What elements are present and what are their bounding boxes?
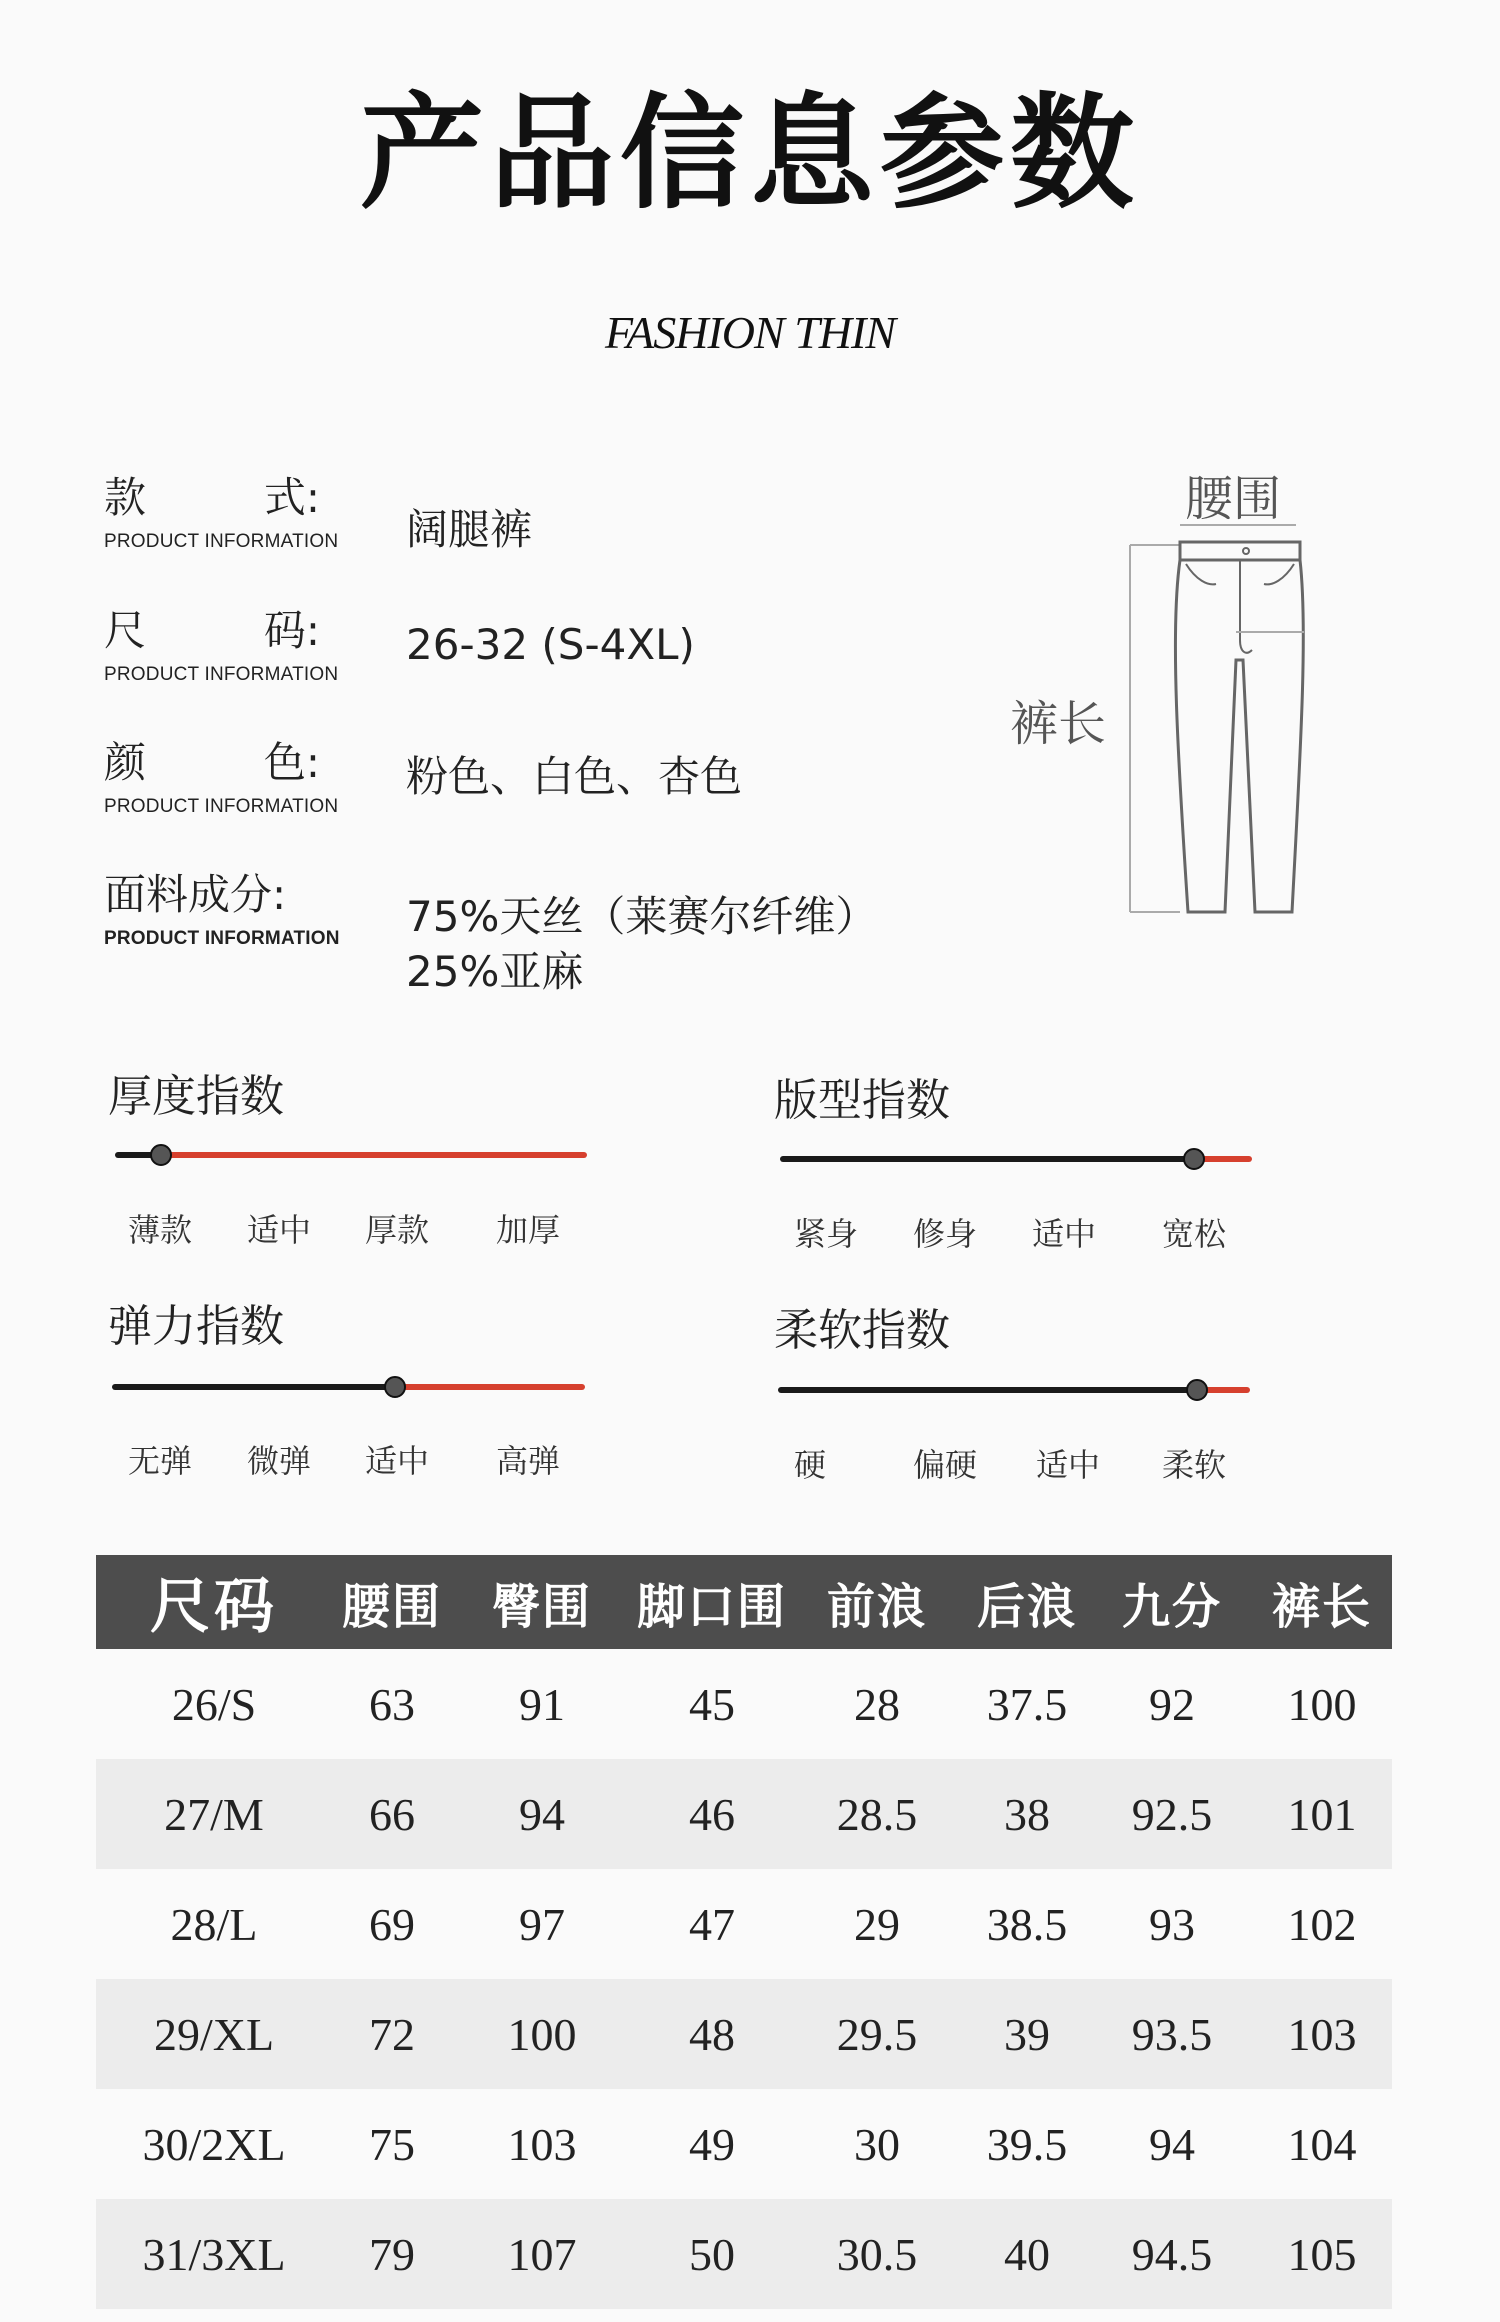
pants-outline-icon <box>1010 460 1340 940</box>
softness-option-0: 硬 <box>794 1446 827 1484</box>
table-header-cell: 腰围 <box>341 1578 442 1635</box>
table-row <box>96 2199 1392 2309</box>
elasticity-option-0: 无弹 <box>128 1442 193 1480</box>
table-cell: 104 <box>1287 2118 1357 2170</box>
table-row <box>96 1759 1392 1869</box>
table-header-cell: 后浪 <box>976 1578 1077 1635</box>
fit-knob-icon <box>1183 1148 1205 1170</box>
info-label-fabric: 面料成分: <box>104 870 287 919</box>
thickness-option-0: 薄款 <box>128 1211 193 1249</box>
table-cell: 49 <box>689 2118 735 2170</box>
thickness-option-3: 加厚 <box>496 1211 561 1249</box>
elasticity-option-3: 高弹 <box>496 1442 561 1480</box>
table-cell: 63 <box>369 1678 415 1730</box>
elasticity-knob-icon <box>384 1376 406 1398</box>
table-row <box>96 1979 1392 2089</box>
info-row-fabric <box>104 870 1104 996</box>
softness-index-slider <box>778 1387 1250 1395</box>
table-cell: 46 <box>689 1788 735 1840</box>
table-cell: 38.5 <box>986 1898 1068 1950</box>
table-cell: 75 <box>369 2118 415 2170</box>
fit-option-0: 紧身 <box>794 1215 859 1253</box>
thickness-option-2: 厚款 <box>365 1211 430 1249</box>
info-label-size-a: 尺 <box>104 606 147 655</box>
table-cell: 92.5 <box>1131 1788 1213 1840</box>
page-subtitle: FASHION THIN <box>604 307 895 358</box>
table-header-cell: 尺码 <box>150 1572 278 1642</box>
table-cell: 29.5 <box>836 2008 918 2060</box>
table-cell: 38 <box>1004 1788 1050 1840</box>
table-cell: 29 <box>854 1898 900 1950</box>
table-cell: 50 <box>689 2228 735 2280</box>
table-cell: 100 <box>1287 1678 1357 1730</box>
table-cell: 101 <box>1287 1788 1357 1840</box>
table-cell: 94 <box>1149 2118 1195 2170</box>
elasticity-track-red <box>396 1384 585 1390</box>
thickness-option-1: 适中 <box>247 1211 312 1249</box>
table-header-cell: 九分 <box>1121 1578 1222 1635</box>
table-cell: 45 <box>689 1678 735 1730</box>
info-label-size <box>104 608 320 654</box>
table-cell: 30 <box>854 2118 900 2170</box>
info-value-size: 26-32 (S-4XL) <box>406 620 695 669</box>
softness-option-2: 适中 <box>1036 1446 1101 1484</box>
table-cell: 31/3XL <box>142 2228 286 2280</box>
table-cell: 26/S <box>171 1678 257 1730</box>
info-value-style: 阔腿裤 <box>406 505 533 554</box>
table-cell: 27/M <box>164 1788 264 1840</box>
table-cell: 93.5 <box>1131 2008 1213 2060</box>
info-row-style <box>104 475 1104 553</box>
softness-option-3: 柔软 <box>1162 1446 1227 1484</box>
table-cell: 39.5 <box>986 2118 1068 2170</box>
table-cell: 79 <box>369 2228 415 2280</box>
table-cell: 37.5 <box>986 1678 1068 1730</box>
table-row <box>96 2089 1392 2199</box>
softness-track-dark <box>778 1387 1198 1393</box>
info-value-fabric-line2: 25%亚麻 <box>406 946 584 996</box>
thickness-index-title: 厚度指数 <box>108 1071 284 1122</box>
table-cell: 28 <box>854 1678 900 1730</box>
thickness-knob-icon <box>150 1144 172 1166</box>
info-label-style <box>104 475 320 521</box>
thickness-index-slider <box>115 1152 587 1160</box>
table-cell: 94.5 <box>1131 2228 1213 2280</box>
table-cell: 40 <box>1004 2228 1050 2280</box>
waist-label: 腰围 <box>1185 471 1282 527</box>
table-cell: 66 <box>369 1788 415 1840</box>
elasticity-option-2: 适中 <box>365 1442 430 1480</box>
softness-option-1: 偏硬 <box>913 1446 978 1484</box>
softness-knob-icon <box>1186 1379 1208 1401</box>
table-cell: 105 <box>1287 2228 1357 2280</box>
elasticity-option-1: 微弹 <box>247 1442 312 1480</box>
info-label-style-b: 式: <box>263 473 320 522</box>
table-cell: 102 <box>1287 1898 1357 1950</box>
info-label-style-a: 款 <box>104 473 147 522</box>
table-row <box>96 1869 1392 1979</box>
fit-option-2: 适中 <box>1032 1215 1097 1253</box>
table-row <box>96 1649 1392 1759</box>
fit-option-3: 宽松 <box>1162 1215 1227 1253</box>
table-header-cell: 前浪 <box>826 1578 927 1635</box>
page-title: 产品信息参数 <box>359 81 1140 226</box>
softness-index-title: 柔软指数 <box>774 1305 950 1356</box>
size-table <box>96 1555 1392 2309</box>
table-header-cell: 脚口围 <box>636 1578 787 1635</box>
info-label-color-a: 颜 <box>104 738 147 787</box>
info-label-color <box>104 740 320 786</box>
length-label: 裤长 <box>1010 696 1107 752</box>
info-sub-style: PRODUCT INFORMATION <box>104 531 339 553</box>
table-header-cell: 裤长 <box>1271 1578 1372 1635</box>
table-cell: 69 <box>369 1898 415 1950</box>
table-header <box>96 1555 1392 1649</box>
fit-option-1: 修身 <box>913 1215 978 1253</box>
table-header-cell: 臀围 <box>491 1578 592 1635</box>
thickness-track-red <box>162 1152 587 1158</box>
elasticity-track-dark <box>112 1384 396 1390</box>
table-cell: 97 <box>519 1898 565 1950</box>
table-cell: 107 <box>507 2228 577 2280</box>
info-label-color-b: 色: <box>263 738 320 787</box>
table-cell: 48 <box>689 2008 735 2060</box>
table-cell: 103 <box>1287 2008 1357 2060</box>
table-cell: 28/L <box>170 1898 258 1950</box>
table-cell: 39 <box>1004 2008 1050 2060</box>
info-sub-size: PRODUCT INFORMATION <box>104 664 339 686</box>
info-sub-color: PRODUCT INFORMATION <box>104 796 339 818</box>
table-cell: 92 <box>1149 1678 1195 1730</box>
info-value-color: 粉色、白色、杏色 <box>406 752 743 801</box>
info-sub-fabric: PRODUCT INFORMATION <box>104 928 340 950</box>
fit-index-slider <box>780 1156 1252 1164</box>
pants-diagram <box>1010 460 1340 940</box>
table-cell: 72 <box>369 2008 415 2060</box>
fit-track-dark <box>780 1156 1195 1162</box>
info-label-size-b: 码: <box>263 606 320 655</box>
table-cell: 29/XL <box>153 2008 275 2060</box>
info-row-color <box>104 740 1104 818</box>
info-value-fabric <box>406 890 877 999</box>
elasticity-index-title: 弹力指数 <box>108 1301 284 1352</box>
info-value-fabric-line1: 75%天丝（莱赛尔纤维） <box>406 892 878 941</box>
table-cell: 28.5 <box>836 1788 918 1840</box>
table-cell: 91 <box>519 1678 565 1730</box>
table-cell: 100 <box>507 2008 577 2060</box>
table-cell: 103 <box>507 2118 577 2170</box>
info-row-size <box>104 608 1104 686</box>
table-cell: 30.5 <box>836 2228 918 2280</box>
table-cell: 93 <box>1149 1898 1195 1950</box>
elasticity-index-slider <box>112 1384 585 1392</box>
table-cell: 94 <box>519 1788 565 1840</box>
table-cell: 30/2XL <box>142 2118 286 2170</box>
fit-index-title: 版型指数 <box>774 1075 950 1126</box>
table-cell: 47 <box>689 1898 735 1950</box>
